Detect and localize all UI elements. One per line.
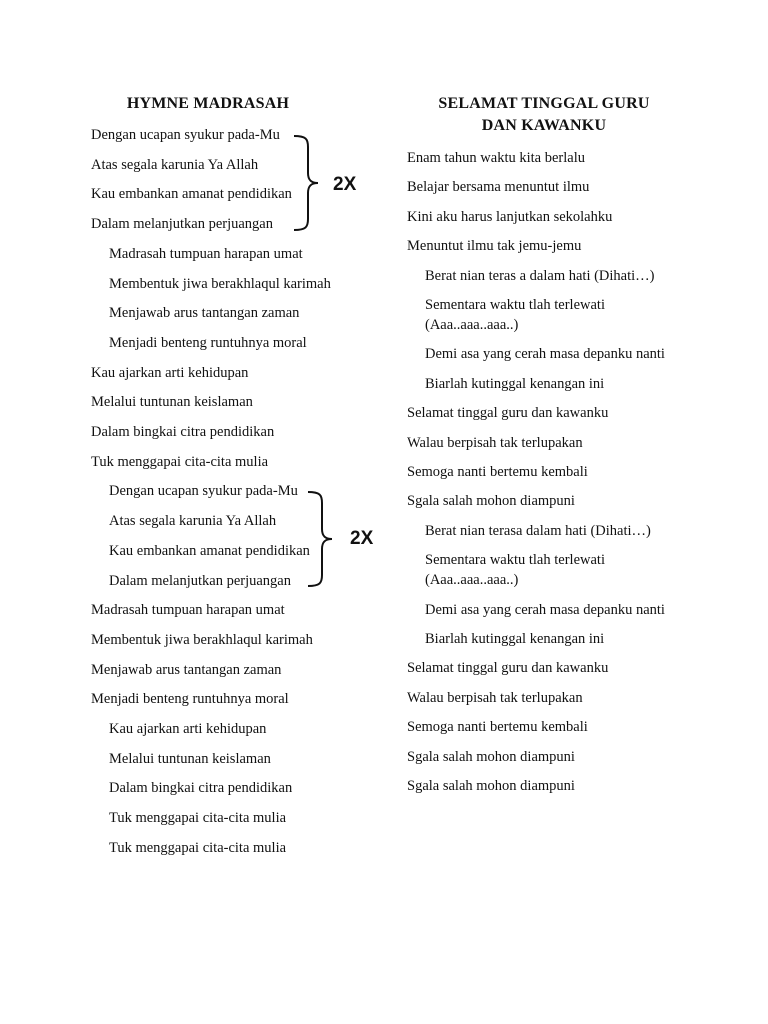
lyric-line: Sementara waktu tlah terlewati (Aaa..aaa..aaa..) [425,297,605,333]
lyric-line: Atas segala karunia Ya Allah [109,513,277,530]
lyric-line: Menjawab arus tantangan zaman [109,305,300,322]
repeat-brace-2 [306,489,338,589]
lyric-line: Menuntut ilmu tak jemu-jemu [407,238,582,255]
lyric-line: Biarlah kutinggal kenangan ini [425,631,605,647]
repeat-mark-1: 2X [333,174,357,195]
lyric-line: Berat nian teras a dalam hati (Dihati…) [425,267,655,284]
lyric-line: Sgala salah mohon diampuni [407,778,575,794]
lyric-line: Dalam melanjutkan perjuangan [91,216,273,233]
farewell-title-line-1: SELAMAT TINGGAL GURU [438,95,650,112]
lyric-line: Selamat tinggal guru dan kawanku [407,405,609,422]
lyric-line: Madrasah tumpuan harapan umat [91,602,285,619]
lyric-line: Membentuk jiwa berakhlaqul karimah [109,275,331,292]
lyric-line: Madrasah tumpuan harapan umat [109,245,303,262]
lyric-line: Tuk menggapai cita-cita mulia [109,810,287,827]
lyric-line: Melalui tuntunan keislaman [109,750,271,767]
lyric-line: Dalam bingkai citra pendidikan [91,424,275,440]
lyric-line: Sgala salah mohon diampuni [407,493,575,510]
lyric-line: Kau embankan amanat pendidikan [91,186,292,203]
lyric-line: Dalam melanjutkan perjuangan [109,572,291,589]
lyric-line: Menjawab arus tantangan zaman [91,661,282,678]
lyric-line: Kini aku harus lanjutkan sekolahku [407,208,613,225]
lyric-line: Sgala salah mohon diampuni [407,748,575,765]
lyric-line: Selamat tinggal guru dan kawanku [407,660,609,677]
lyric-line: Semoga nanti bertemu kembali [407,464,588,480]
lyric-line: Belajar bersama menuntut ilmu [407,179,590,196]
lyric-line: Tuk menggapai cita-cita mulia [109,839,287,856]
lyric-line: Atas segala karunia Ya Allah [91,156,259,173]
lyric-line: Kau ajarkan arti kehidupan [109,721,267,737]
lyric-line: Semoga nanti bertemu kembali [407,719,588,736]
lyric-line: Walau berpisah tak terlupakan [407,434,583,451]
farewell-title-line-2: DAN KAWANKU [481,117,607,134]
lyric-line: Demi asa yang cerah masa depanku nanti [425,346,665,363]
lyric-line: Dengan ucapan syukur pada-Mu [109,483,298,500]
lyric-line: Membentuk jiwa berakhlaqul karimah [91,631,313,648]
farewell-title [396,93,692,137]
lyric-line: Enam tahun waktu kita berlalu [407,150,585,166]
hymne-title: HYMNE MADRASAH [126,95,290,112]
lyric-line: Menjadi benteng runtuhnya moral [109,334,307,351]
lyric-line: Dalam bingkai citra pendidikan [109,780,293,797]
lyric-line: Melalui tuntunan keislaman [91,394,253,411]
lyric-line: Menjadi benteng runtuhnya moral [91,691,289,708]
lyric-line: Berat nian terasa dalam hati (Dihati…) [425,522,651,539]
lyric-line: Biarlah kutinggal kenangan ini [425,375,605,392]
lyric-line: Kau ajarkan arti kehidupan [91,364,249,381]
lyric-line: Dengan ucapan syukur pada-Mu [91,127,280,143]
lyric-line: Sementara waktu tlah terlewati (Aaa..aaa..aaa..) [425,552,605,589]
repeat-brace-1 [292,133,324,233]
lyric-line: Demi asa yang cerah masa depanku nanti [425,601,665,618]
repeat-mark-2: 2X [350,528,374,549]
lyric-line: Tuk menggapai cita-cita mulia [91,453,269,470]
lyric-line: Walau berpisah tak terlupakan [407,689,583,706]
lyric-line: Kau embankan amanat pendidikan [109,542,310,559]
